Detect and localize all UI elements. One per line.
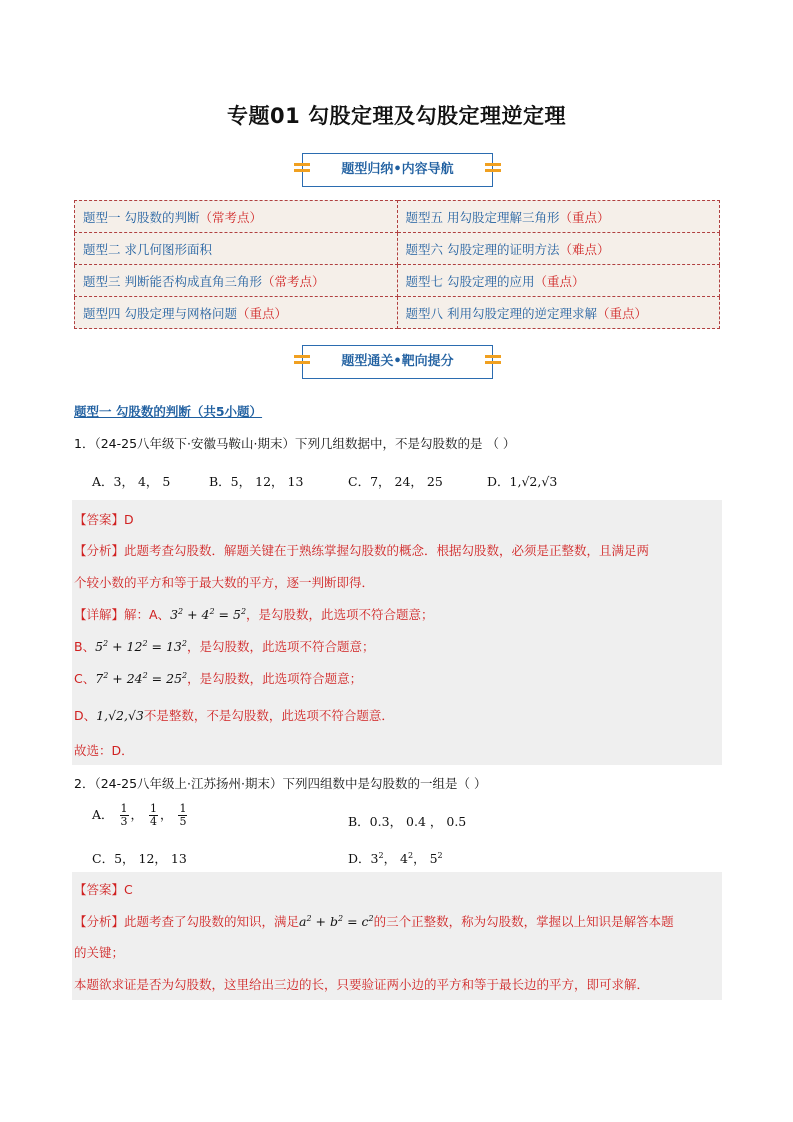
q2-option-a: A． $\frac{1}{3}$ ， $\frac{1}{4}$ ， $\frac{1}{5}$: [92, 802, 187, 828]
q1-detail-c: C、$7^2 + 24^2 = 25^2$，是勾股数，此选项符合题意；: [74, 670, 363, 686]
nav-item[interactable]: 题型三 判断能否构成直角三角形（常考点）: [75, 265, 398, 297]
q1-analysis-line1: 【分析】此题考查勾股数．解题关键在于熟练掌握勾股数的概念．根据勾股数，必须是正整数，且满足两: [74, 543, 650, 558]
nav-item[interactable]: 题型一 勾股数的判断（常考点）: [75, 201, 398, 233]
section-banner-practice: 题型通关•靶向提分: [302, 345, 493, 379]
q1-option-a: A．3， 4， 5: [92, 474, 171, 489]
q1-solution-box: [72, 500, 722, 765]
decor-bars-icon: [485, 163, 501, 175]
question-1-stem: 1．（24-25八年级下·安徽马鞍山·期末）下列几组数据中，不是勾股数的是 （ ）: [74, 436, 516, 451]
q1-answer: 【答案】D: [74, 512, 134, 527]
q2-option-c: C．5， 12， 13: [92, 851, 187, 866]
q2-answer: 【答案】C: [74, 882, 133, 897]
q2-analysis-line2: 的关键；: [74, 945, 125, 960]
decor-bars-icon: [294, 163, 310, 175]
nav-item[interactable]: 题型八 利用勾股定理的逆定理求解（重点）: [397, 297, 720, 329]
decor-bars-icon: [485, 355, 501, 367]
nav-item[interactable]: 题型四 勾股定理与网格问题（重点）: [75, 297, 398, 329]
nav-item[interactable]: 题型五 用勾股定理解三角形（重点）: [397, 201, 720, 233]
q2-option-d: D．$3^2$， $4^2$， $5^2$: [348, 850, 443, 866]
q1-detail-d: D、1,√2,√3不是整数，不是勾股数，此选项不符合题意．: [74, 708, 394, 723]
section-heading[interactable]: 题型一 勾股数的判断（共5小题）: [74, 404, 263, 419]
q1-choose: 故选：D．: [74, 743, 134, 758]
question-2-stem: 2．（24-25八年级上·江苏扬州·期末）下列四组数中是勾股数的一组是（ ）: [74, 776, 487, 791]
q1-detail-a: 【详解】解：A、$3^2 + 4^2 = 5^2$，是勾股数，此选项不符合题意；: [74, 606, 434, 622]
nav-item[interactable]: 题型六 勾股定理的证明方法（难点）: [397, 233, 720, 265]
topic-nav-table: [74, 200, 720, 329]
q1-detail-b: B、$5^2 + 12^2 = 13^2$，是勾股数，此选项不符合题意；: [74, 638, 375, 654]
q2-analysis-line3: 本题欲求证是否为勾股数，这里给出三边的长，只要验证两小边的平方和等于最长边的平方，即可求解．: [74, 977, 650, 992]
section-banner-nav: 题型归纳•内容导航: [302, 153, 493, 187]
q2-option-b: B．0.3， 0.4 ， 0.5: [348, 814, 467, 829]
q2-analysis-line1: 【分析】此题考查了勾股数的知识，满足$a^2 + b^2 = c^2$的三个正整数，称为勾股数，掌握以上知识是解答本题: [74, 913, 674, 929]
q1-option-c: C．7， 24， 25: [348, 474, 443, 489]
q1-option-d: D．1,√2,√3: [487, 474, 558, 489]
page-title: 专题01 勾股定理及勾股定理逆定理: [226, 104, 567, 128]
nav-item[interactable]: 题型七 勾股定理的应用（重点）: [397, 265, 720, 297]
q1-option-b: B．5， 12， 13: [209, 474, 304, 489]
nav-item[interactable]: 题型二 求几何图形面积: [75, 233, 398, 265]
decor-bars-icon: [294, 355, 310, 367]
q1-analysis-line2: 个较小数的平方和等于最大数的平方，逐一判断即得．: [74, 575, 375, 590]
